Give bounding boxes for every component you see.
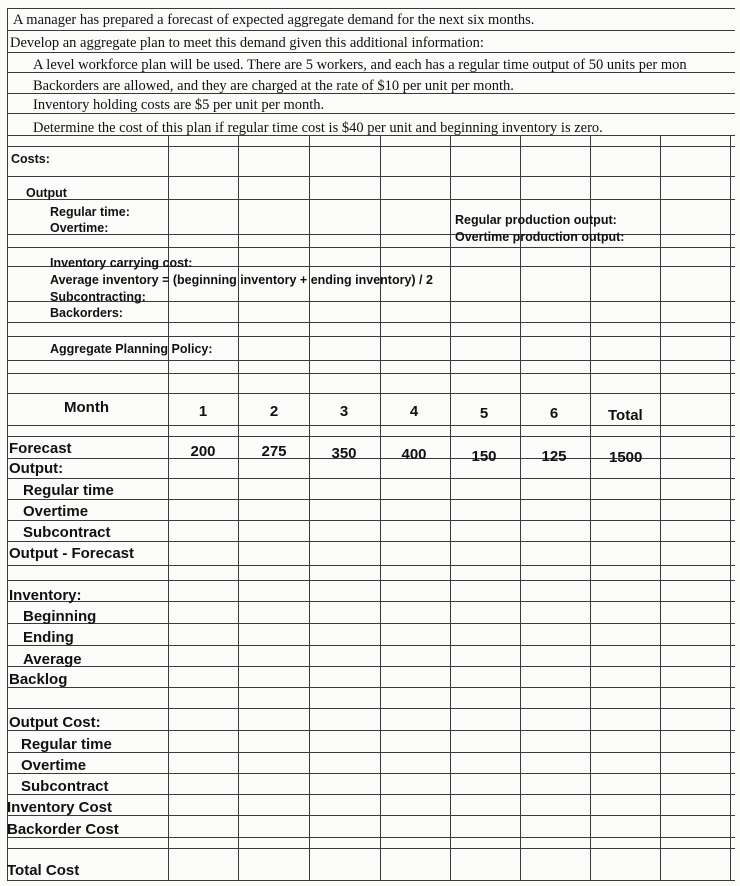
month-2: 2 [269, 403, 279, 420]
inventory-carrying-cost-label: Inventory carrying cost: [50, 256, 193, 270]
grid-row-line [7, 436, 735, 437]
month-3: 3 [339, 403, 349, 420]
problem-line-1: A manager has prepared a forecast of expected aggregate demand for the next six months. [13, 12, 535, 28]
grid-column-line [660, 135, 661, 880]
grid-row-line [7, 880, 735, 881]
grid-row-line [7, 336, 735, 337]
grid-row-line [7, 425, 735, 426]
grid-row-line [7, 623, 735, 624]
forecast-month-2: 275 [261, 443, 287, 460]
grid-row-line [7, 146, 735, 147]
backlog-label: Backlog [9, 671, 68, 688]
forecast-month-1: 200 [190, 443, 216, 460]
grid-row-line [7, 645, 735, 646]
grid-row-line [7, 541, 735, 542]
grid-row-line [7, 815, 735, 816]
grid-row-line [7, 794, 735, 795]
grid-row-line [7, 8, 735, 9]
forecast-month-5: 150 [471, 448, 497, 465]
total-cost-label: Total Cost [7, 862, 80, 879]
average-inventory-formula: Average inventory = (beginning inventory + ending inventory) / 2 [50, 273, 433, 287]
grid-row-line [7, 601, 735, 602]
output-cost-overtime: Overtime [21, 757, 87, 774]
inventory-cost-label: Inventory Cost [7, 799, 113, 816]
grid-row-line [7, 234, 735, 235]
grid-column-line [520, 135, 521, 880]
inventory-beginning: Beginning [23, 608, 97, 625]
grid-row-line [7, 580, 735, 581]
output-cost-subcontract: Subcontract [21, 778, 109, 795]
grid-row-line [7, 52, 735, 53]
grid-row-line [7, 176, 735, 177]
overtime-production-output-label: Overtime production output: [455, 230, 625, 244]
grid-row-line [7, 666, 735, 667]
grid-row-line [7, 499, 735, 500]
grid-column-line [590, 135, 591, 880]
problem-line-3: A level workforce plan will be used. There are 5 workers, and each has a regular time output of 50 units per mon [33, 57, 687, 73]
output-subcontract: Subcontract [23, 524, 111, 541]
problem-line-5: Inventory holding costs are $5 per unit per month. [33, 97, 325, 113]
inventory-label: Inventory: [9, 587, 82, 604]
month-label: Month [64, 399, 109, 416]
grid-row-line [7, 565, 735, 566]
grid-row-line [7, 373, 735, 374]
grid-row-line [7, 773, 735, 774]
grid-column-line [450, 135, 451, 880]
output-cost-label: Output Cost: [9, 714, 101, 731]
grid-row-line [7, 848, 735, 849]
grid-column-line [168, 135, 169, 880]
costs-output-label: Output [26, 186, 67, 200]
grid-row-line [7, 247, 735, 248]
output-overtime: Overtime [23, 503, 89, 520]
problem-line-2: Develop an aggregate plan to meet this demand given this additional information: [10, 35, 484, 51]
output-regular-time: Regular time [23, 482, 114, 499]
inventory-ending: Ending [23, 629, 74, 646]
forecast-month-4: 400 [401, 446, 427, 463]
backorders-label: Backorders: [50, 306, 123, 320]
grid-row-line [7, 199, 735, 200]
regular-production-output-label: Regular production output: [455, 213, 617, 227]
grid-row-line [7, 687, 735, 688]
output-cost-regular-time: Regular time [21, 736, 112, 753]
forecast-label: Forecast [9, 440, 72, 457]
aggregate-planning-policy-label: Aggregate Planning Policy: [50, 342, 213, 356]
costs-overtime-label: Overtime: [50, 221, 109, 235]
problem-line-6: Determine the cost of this plan if regular time cost is $40 per unit and beginning inventory is zero. [33, 120, 603, 136]
costs-regular-time-label: Regular time: [50, 205, 130, 219]
grid-row-line [7, 730, 735, 731]
grid-row-line [7, 478, 735, 479]
month-4: 4 [409, 403, 419, 420]
output-minus-forecast: Output - Forecast [9, 545, 135, 562]
grid-row-line [7, 30, 735, 31]
grid-column-line [309, 135, 310, 880]
subcontracting-label: Subcontracting: [50, 290, 146, 304]
forecast-month-3: 350 [331, 445, 357, 462]
grid-row-line [7, 322, 735, 323]
grid-column-line [238, 135, 239, 880]
costs-header: Costs: [11, 152, 50, 166]
month-5: 5 [479, 405, 489, 422]
month-6: 6 [549, 405, 559, 422]
grid-row-line [7, 393, 735, 394]
forecast-total: 1500 [609, 449, 643, 466]
grid-row-line [7, 360, 735, 361]
grid-row-line [7, 520, 735, 521]
grid-column-line [730, 135, 731, 880]
grid-column-line [7, 8, 8, 880]
month-1: 1 [198, 403, 208, 420]
grid-column-line [380, 135, 381, 880]
grid-row-line [7, 752, 735, 753]
total-label: Total [608, 407, 643, 424]
forecast-month-6: 125 [541, 448, 567, 465]
problem-line-4: Backorders are allowed, and they are charged at the rate of $10 per unit per month. [33, 78, 514, 94]
backorder-cost-label: Backorder Cost [7, 821, 119, 838]
grid-row-line [7, 708, 735, 709]
inventory-average: Average [23, 651, 82, 668]
output-label: Output: [9, 460, 64, 477]
